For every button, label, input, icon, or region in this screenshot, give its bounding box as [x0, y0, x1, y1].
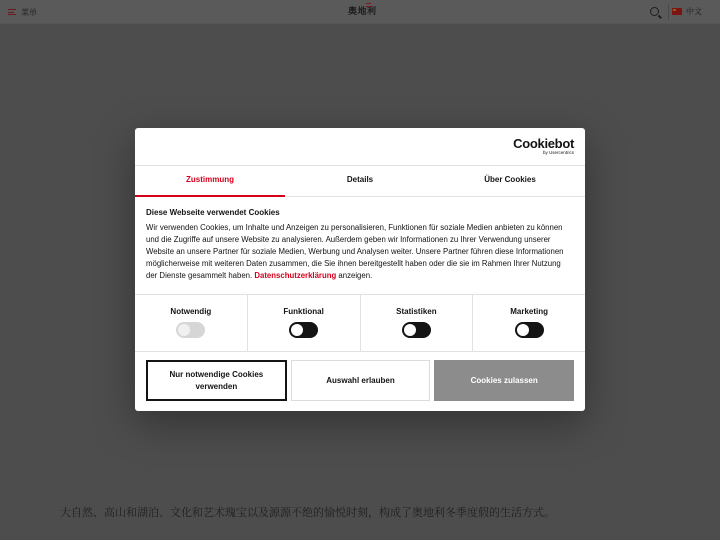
language-selector[interactable]	[672, 6, 702, 17]
toggle-statistics	[361, 295, 474, 351]
site-header	[0, 0, 720, 24]
switch-knob	[291, 324, 303, 336]
toggle-label: Notwendig	[170, 307, 212, 316]
allow-selection-button[interactable]: Auswahl erlauben	[291, 360, 431, 401]
menu-button[interactable]	[8, 6, 37, 18]
tab-details[interactable]: Details	[346, 175, 374, 184]
toggle-label: Funktional	[283, 307, 324, 316]
marketing-switch[interactable]	[515, 322, 544, 338]
necessary-switch	[176, 322, 205, 338]
dialog-header	[135, 128, 585, 166]
toggle-functional	[248, 295, 361, 351]
toggle-necessary	[135, 295, 248, 351]
brand-sub: by Usercentrics	[542, 150, 574, 155]
toggle-label: Marketing	[510, 307, 549, 316]
search-icon[interactable]	[650, 7, 659, 16]
toggle-marketing	[473, 295, 585, 351]
china-flag-icon	[672, 8, 682, 15]
tab-consent[interactable]: Zustimmung	[135, 166, 285, 196]
divider	[668, 4, 669, 20]
cookiebot-logo	[513, 138, 574, 156]
language-label: 中文	[686, 7, 702, 16]
cookie-consent-dialog	[135, 128, 585, 411]
cookie-category-toggles	[135, 295, 585, 352]
functional-switch[interactable]	[289, 322, 318, 338]
page-caption: 大自然、高山和湖泊、文化和艺术瑰宝以及源源不绝的愉悦时刻，构成了奥地利冬季度假的生活方式。	[60, 507, 555, 519]
dialog-buttons	[135, 352, 585, 401]
site-logo[interactable]: 奥地利	[348, 6, 377, 16]
necessary-only-button[interactable]: Nur notwendige Cookies verwenden	[146, 360, 287, 401]
toggle-label: Statistiken	[396, 307, 437, 316]
menu-label: 菜单	[21, 7, 37, 17]
consent-title: Diese Webseite verwendet Cookies	[146, 208, 280, 217]
dialog-tabs	[135, 166, 585, 197]
consent-text-end: anzeigen.	[338, 271, 373, 281]
switch-knob	[404, 324, 416, 336]
switch-knob	[517, 324, 529, 336]
hamburger-icon	[8, 9, 16, 15]
logo-mark-icon	[366, 3, 371, 7]
consent-body	[135, 197, 585, 295]
tab-about-cookies[interactable]: Über Cookies	[484, 175, 536, 184]
consent-text-main: Wir verwenden Cookies, um Inhalte und Anzeigen zu personalisieren, Funktionen für soziale Medien anbieten zu können und die Zugriffe auf unsere Website zu analysieren. Außerdem geben wir Informationen zu Ihrer Verwendung unserer Website an unsere Partner für soziale Medien, Werbung und Analysen weiter. Unsere Partner führen diese Informationen möglicherweise mit weiteren Daten zusammen, die Sie ihnen bereitgestellt haben oder die sie im Rahmen Ihrer Nutzung der Dienste gesammelt haben.	[146, 223, 564, 281]
consent-text	[146, 222, 574, 282]
allow-all-button[interactable]: Cookies zulassen	[434, 360, 574, 401]
privacy-policy-link[interactable]: Datenschutzerklärung	[254, 271, 337, 281]
brand-name: Cookiebot	[513, 136, 574, 151]
statistics-switch[interactable]	[402, 322, 431, 338]
switch-knob	[178, 324, 190, 336]
